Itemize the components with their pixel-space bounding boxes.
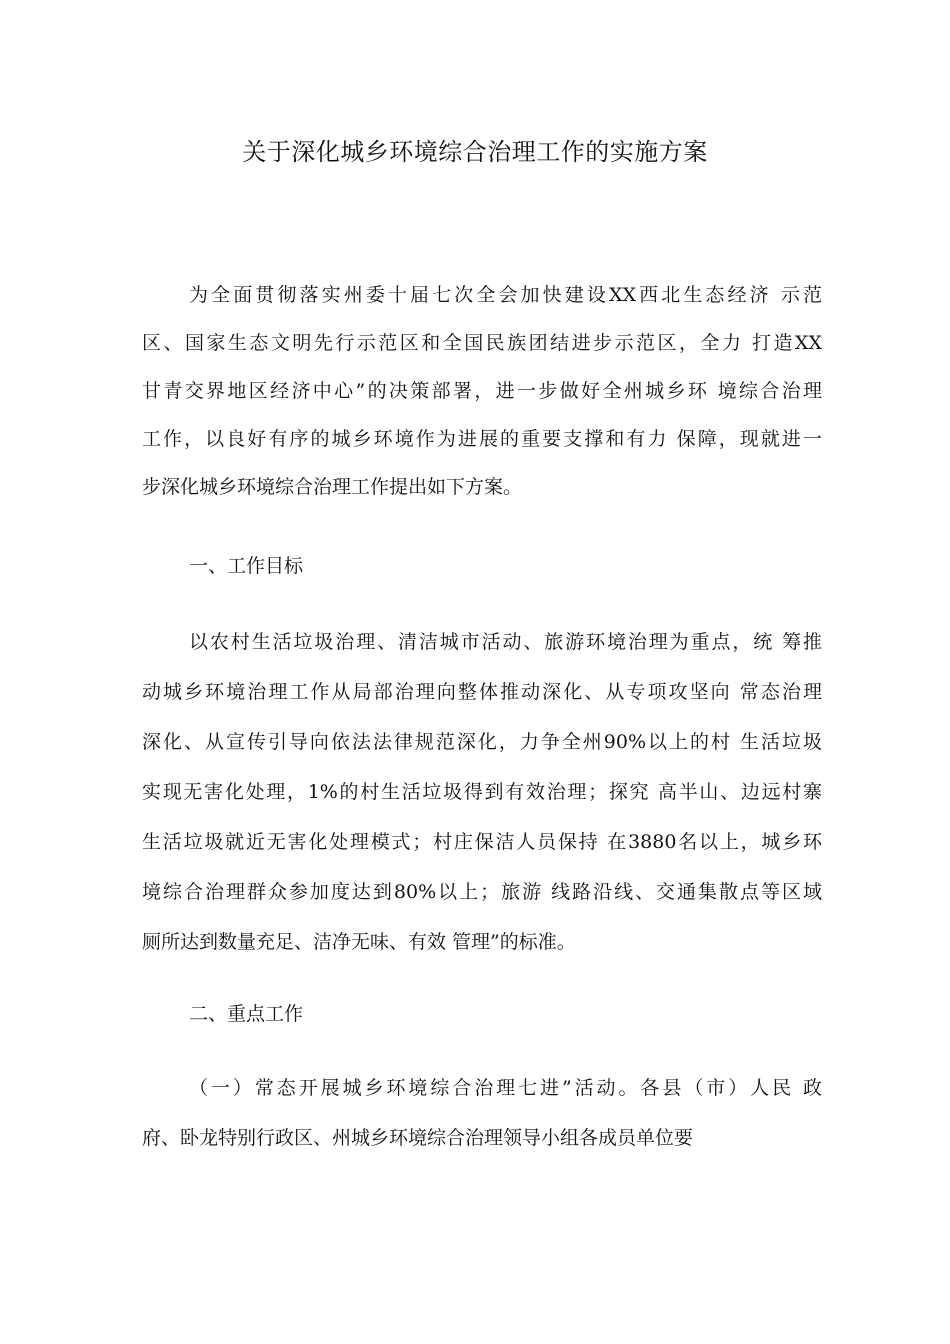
goals-paragraph-line: 动城乡环境治理工作从局部治理向整体推动深化、从专项攻坚向 常态治理 [142, 681, 822, 703]
key-work-paragraph-line: （一）常态开展城乡环境综合治理七进”活动。各县（市）人民 政 [189, 1077, 822, 1099]
goals-paragraph-line: 实现无害化处理，1%的村生活垃圾得到有效治理；探究 高半山、边远村寨 [142, 781, 822, 803]
goals-paragraph-line: 生活垃圾就近无害化处理模式；村庄保洁人员保持 在3880名以上，城乡环 [142, 831, 822, 853]
section-heading-work-goals: 一、工作目标 [189, 555, 304, 577]
key-work-paragraph-line: 府、卧龙特别行政区、州城乡环境综合治理领导小组各成员单位要 [142, 1127, 694, 1149]
intro-paragraph-line: 甘青交界地区经济中心”的决策部署，进一步做好全州城乡环 境综合治理 [142, 380, 822, 402]
document-title: 关于深化城乡环境综合治理工作的实施方案 [242, 138, 708, 166]
goals-paragraph-line: 厕所达到数量充足、洁净无味、有效 管理”的标准。 [142, 931, 576, 953]
intro-paragraph-line: 为全面贯彻落实州委十届七次全会加快建设XX西北生态经济 示范 [189, 284, 822, 306]
goals-paragraph-line: 境综合治理群众参加度达到80%以上；旅游 线路沿线、交通集散点等区域 [142, 881, 822, 903]
intro-paragraph-line: 步深化城乡环境综合治理工作提出如下方案。 [142, 476, 523, 498]
intro-paragraph-line: 工作，以良好有序的城乡环境作为进展的重要支撑和有力 保障，现就进一 [142, 428, 822, 450]
intro-paragraph-line: 区、国家生态文明先行示范区和全国民族团结进步示范区，全力 打造XX [142, 332, 822, 354]
goals-paragraph-line: 深化、从宣传引导向依法法律规范深化，力争全州90%以上的村 生活垃圾 [142, 731, 822, 753]
goals-paragraph-line: 以农村生活垃圾治理、清洁城市活动、旅游环境治理为重点，统 筹推 [189, 631, 822, 653]
section-heading-key-work: 二、重点工作 [189, 1003, 304, 1025]
